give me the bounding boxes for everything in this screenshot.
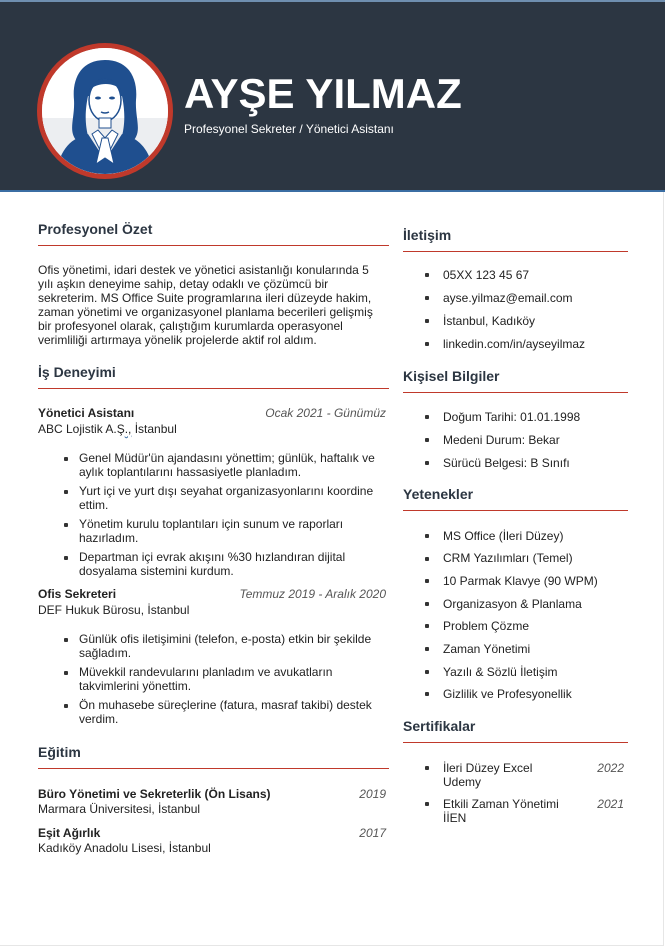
personal-item: Doğum Tarihi: 01.01.1998 [443,410,581,424]
bullet-dot [425,647,429,651]
bullet-line: Genel Müdür'ün ajandasını yönettim; günlük, haftalık ve [79,451,375,465]
bullet-dot [425,534,429,538]
job-bullet [79,517,394,545]
certificate-name: Etkili Zaman Yönetimi [443,797,559,811]
summary-heading: Profesyonel Özet [38,221,153,237]
job-bullet [79,484,394,512]
bullet-dot [425,624,429,628]
experience-heading: İş Deneyimi [38,364,116,380]
certificate-item [443,797,559,825]
education-degree: Büro Yönetimi ve Sekreterlik (Ön Lisans) [38,787,271,801]
bullet-dot [64,457,68,461]
personal-item: Medeni Durum: Bekar [443,433,560,447]
bullet-dot [64,490,68,494]
contact-email[interactable]: ayse.yilmaz@email.com [443,291,573,305]
education-divider [38,768,389,769]
bullet-dot [64,638,68,642]
candidate-name: AYŞE YILMAZ [184,70,462,117]
education-school: Marmara Üniversitesi, İstanbul [38,802,201,816]
bullet-dot [425,692,429,696]
education-year: 2019 [359,787,386,801]
bullet-line: takvimlerini yönettim. [79,679,192,693]
job-bullet [79,665,394,693]
bullet-dot [425,602,429,606]
bullet-dot [425,296,429,300]
summary-line: Ofis yönetimi, idari destek ve yönetici asistanlığı konularında 5 [38,263,369,277]
contact-linkedin[interactable]: linkedin.com/in/ayseyilmaz [443,337,586,351]
spellcheck-mark: ., [124,422,132,436]
bullet-dot [425,415,429,419]
job-bullet [79,550,394,578]
certificate-issuer: İİEN [443,811,467,825]
bullet-line: Müvekkil randevularını planladım ve avukatların [79,665,333,679]
summary-line: bir profesyonel olarak, çalıştığım kurumlarda operasyonel [38,319,343,333]
summary-line: yılı aşkın deneyime sahip, detay odaklı ve çözümcü bir [38,277,329,291]
summary-divider [38,245,389,246]
bullet-line: hazırladım. [79,531,139,545]
skill-item: 10 Parmak Klavye (90 WPM) [443,574,598,588]
job-role: Ofis Sekreteri [38,587,117,601]
bullet-line: Yönetim kurulu toplantıları için sunum ve raporları [79,517,344,531]
education-year: 2017 [359,826,386,840]
profile-photo [37,43,173,179]
skill-item: Gizlilik ve Profesyonellik [443,687,572,701]
bullet-line: Yurt içi ve yurt dışı seyahat organizasyonlarını koordine [79,484,374,498]
skill-item: Yazılı & Sözlü İletişim [443,665,558,679]
bullet-dot [425,802,429,806]
certificate-year: 2021 [597,797,624,811]
bullet-line: dosyalama sistemini kurdum. [79,564,234,578]
contact-divider [403,251,628,252]
skills-divider [403,510,628,511]
bullet-dot [425,579,429,583]
bullet-line: aylık toplantılarını hassasiyetle planladım. [79,465,302,479]
job-dates: Ocak 2021 - Günümüz [265,406,386,420]
company-city: İstanbul [131,422,177,436]
bullet-line: Departman içi evrak akışını %30 hızlandıran dijital [79,550,346,564]
certificates-heading: Sertifikalar [403,718,476,734]
summary-line: verimliliği artırmaya yönelik projelerde aktif rol aldım. [38,333,317,347]
job-bullet [79,698,394,726]
bullet-dot [425,319,429,323]
contact-heading: İletişim [403,227,452,243]
job-bullet [79,632,394,660]
bullet-dot [425,557,429,561]
summary-line: sekreterim. MS Office Suite programlarına ileri düzeyde hakim, [38,291,372,305]
certificate-name: İleri Düzey Excel [443,761,533,775]
skill-item: Problem Çözme [443,619,530,633]
summary-text [38,263,393,347]
job-dates: Temmuz 2019 - Aralık 2020 [239,587,386,601]
bullet-dot [64,523,68,527]
bullet-line: verdim. [79,712,119,726]
bullet-dot [64,556,68,560]
bullet-dot [64,704,68,708]
bullet-dot [425,438,429,442]
skill-item: MS Office (İleri Düzey) [443,529,564,543]
education-heading: Eğitim [38,744,81,760]
education-degree: Eşit Ağırlık [38,826,101,840]
personal-heading: Kişisel Bilgiler [403,368,500,384]
company-name: ABC Lojistik A.Ş [38,422,125,436]
contact-location: İstanbul, Kadıköy [443,314,536,328]
bullet-dot [425,766,429,770]
bullet-line: ettim. [79,498,109,512]
skills-heading: Yetenekler [403,486,474,502]
portrait-icon [42,48,168,174]
bullet-line: Günlük ofis iletişimini (telefon, e-posta) etkin bir şekilde [79,632,372,646]
bullet-dot [425,273,429,277]
certificate-year: 2022 [597,761,624,775]
personal-item: Sürücü Belgesi: B Sınıfı [443,456,570,470]
certificate-issuer: Udemy [443,775,482,789]
skill-item: Zaman Yönetimi [443,642,531,656]
bullet-dot [64,671,68,675]
experience-divider [38,388,389,389]
bullet-dot [425,670,429,674]
skill-item: CRM Yazılımları (Temel) [443,551,573,565]
certificates-divider [403,742,628,743]
personal-divider [403,392,628,393]
candidate-title: Profesyonel Sekreter / Yönetici Asistanı [184,122,394,136]
job-role: Yönetici Asistanı [38,406,135,420]
skill-item: Organizasyon & Planlama [443,597,582,611]
bullet-dot [425,461,429,465]
contact-phone: 05XX 123 45 67 [443,268,530,282]
bullet-line: sağladım. [79,646,132,660]
job-company: DEF Hukuk Bürosu, İstanbul [38,603,190,617]
job-company [38,422,177,436]
education-school: Kadıköy Anadolu Lisesi, İstanbul [38,841,211,855]
bullet-line: Ön muhasebe süreçlerine (fatura, masraf takibi) destek [79,698,372,712]
job-bullet [79,451,394,479]
certificate-item [443,761,532,789]
bullet-dot [425,342,429,346]
summary-line: zaman yönetimi ve organizasyonel planlama becerileri gelişmiş [38,305,373,319]
